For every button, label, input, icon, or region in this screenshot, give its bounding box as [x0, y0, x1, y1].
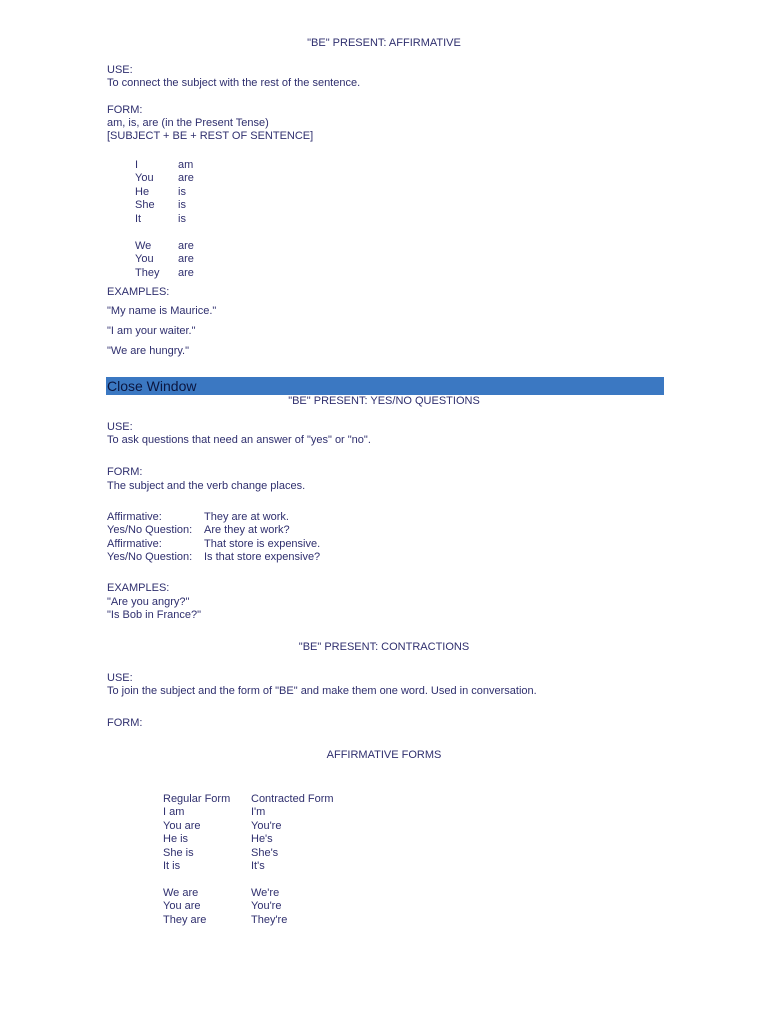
contracted-cell: We're [251, 887, 280, 899]
subject-cell: You [135, 253, 154, 266]
section1-form-line1: am, is, are (in the Present Tense) [107, 117, 269, 129]
table-row [107, 551, 320, 564]
section2-use-text: To ask questions that need an answer of "yes" or "no". [107, 434, 371, 446]
regular-cell: They are [163, 913, 207, 926]
section2-form-text: The subject and the verb change places. [107, 480, 306, 492]
contracted-cell: They're [251, 913, 288, 926]
table-row [107, 538, 320, 551]
section2-title: "BE" PRESENT: YES/NO QUESTIONS [288, 395, 480, 407]
pair-label: Yes/No Question: [107, 524, 193, 537]
subject-cell: It [135, 212, 142, 225]
contractions-plural-table [163, 887, 287, 927]
table-row [163, 900, 287, 913]
table-row [107, 524, 320, 537]
pair-text: Is that store expensive? [204, 551, 321, 564]
pair-label: Affirmative: [107, 511, 162, 523]
subject-cell: I [135, 159, 139, 171]
table-row [163, 914, 287, 927]
verb-cell: are [178, 266, 194, 279]
contractions-singular-table [163, 793, 334, 873]
pair-text: They are at work. [204, 511, 289, 523]
section2-use-label: USE: [107, 421, 133, 433]
table-row [163, 833, 334, 846]
close-window-button[interactable]: Close Window [106, 377, 664, 395]
table-header-row [163, 793, 334, 806]
section1-use-text: To connect the subject with the rest of the sentence. [107, 77, 361, 89]
subject-cell: They [135, 266, 160, 279]
contracted-cell: She's [251, 846, 279, 859]
example-item: "My name is Maurice." [107, 305, 217, 317]
header-contracted: Contracted Form [251, 793, 334, 805]
table-row [163, 860, 334, 873]
example-item: "Is Bob in France?" [107, 609, 202, 621]
example-item: "I am your waiter." [107, 325, 196, 337]
section3-use-label: USE: [107, 672, 133, 684]
section1-use-label: USE: [107, 64, 133, 76]
table-row [135, 199, 194, 212]
pair-label: Affirmative: [107, 537, 162, 550]
regular-cell: You are [163, 819, 201, 832]
pair-text: That store is expensive. [204, 537, 321, 550]
section1-form-label: FORM: [107, 104, 143, 116]
verb-cell: is [178, 212, 186, 225]
verb-cell: are [178, 172, 194, 185]
section3-form-label: FORM: [107, 717, 143, 729]
contracted-cell: I'm [251, 806, 266, 819]
section2-form-label: FORM: [107, 466, 143, 478]
subject-cell: We [135, 240, 152, 252]
verb-cell: are [178, 240, 194, 252]
pair-label: Yes/No Question: [107, 551, 193, 564]
contracted-cell: You're [251, 819, 282, 832]
table-row [163, 806, 334, 819]
regular-cell: I am [163, 806, 185, 819]
section1-title: "BE" PRESENT: AFFIRMATIVE [307, 37, 461, 49]
subject-cell: She [135, 199, 155, 212]
table-row [135, 186, 194, 199]
regular-cell: You are [163, 900, 201, 913]
table-row [135, 172, 194, 185]
table-row [163, 887, 287, 900]
header-regular: Regular Form [163, 793, 231, 805]
table-row [135, 240, 194, 253]
example-item: "Are you angry?" [107, 596, 190, 608]
contracted-cell: You're [251, 900, 282, 913]
contracted-cell: It's [251, 859, 265, 872]
regular-cell: She is [163, 846, 194, 859]
section1-form-line2: [SUBJECT + BE + REST OF SENTENCE] [107, 130, 314, 142]
plural-conjugation-table [135, 240, 194, 280]
table-row [135, 253, 194, 266]
section3-title: "BE" PRESENT: CONTRACTIONS [298, 641, 470, 653]
subject-cell: You [135, 172, 154, 185]
table-row [163, 820, 334, 833]
example-item: "We are hungry." [107, 345, 189, 357]
question-pairs-table [107, 511, 320, 565]
singular-conjugation-table [135, 159, 194, 226]
section3-use-text: To join the subject and the form of "BE" and make them one word. Used in conversation. [107, 685, 537, 697]
section1-examples-label: EXAMPLES: [107, 286, 170, 298]
table-row [135, 159, 194, 172]
table-row [135, 267, 194, 280]
table-row [135, 213, 194, 226]
verb-cell: is [178, 185, 186, 198]
verb-cell: are [178, 253, 194, 266]
verb-cell: is [178, 199, 186, 212]
subject-cell: He [135, 185, 150, 198]
table-row [107, 511, 320, 524]
verb-cell: am [178, 159, 194, 171]
table-row [163, 847, 334, 860]
pair-text: Are they at work? [204, 524, 290, 537]
section3-subtitle: AFFIRMATIVE FORMS [326, 749, 442, 761]
section2-examples-label: EXAMPLES: [107, 582, 170, 594]
regular-cell: It is [163, 859, 181, 872]
contracted-cell: He's [251, 833, 273, 846]
regular-cell: He is [163, 833, 189, 846]
regular-cell: We are [163, 887, 199, 899]
